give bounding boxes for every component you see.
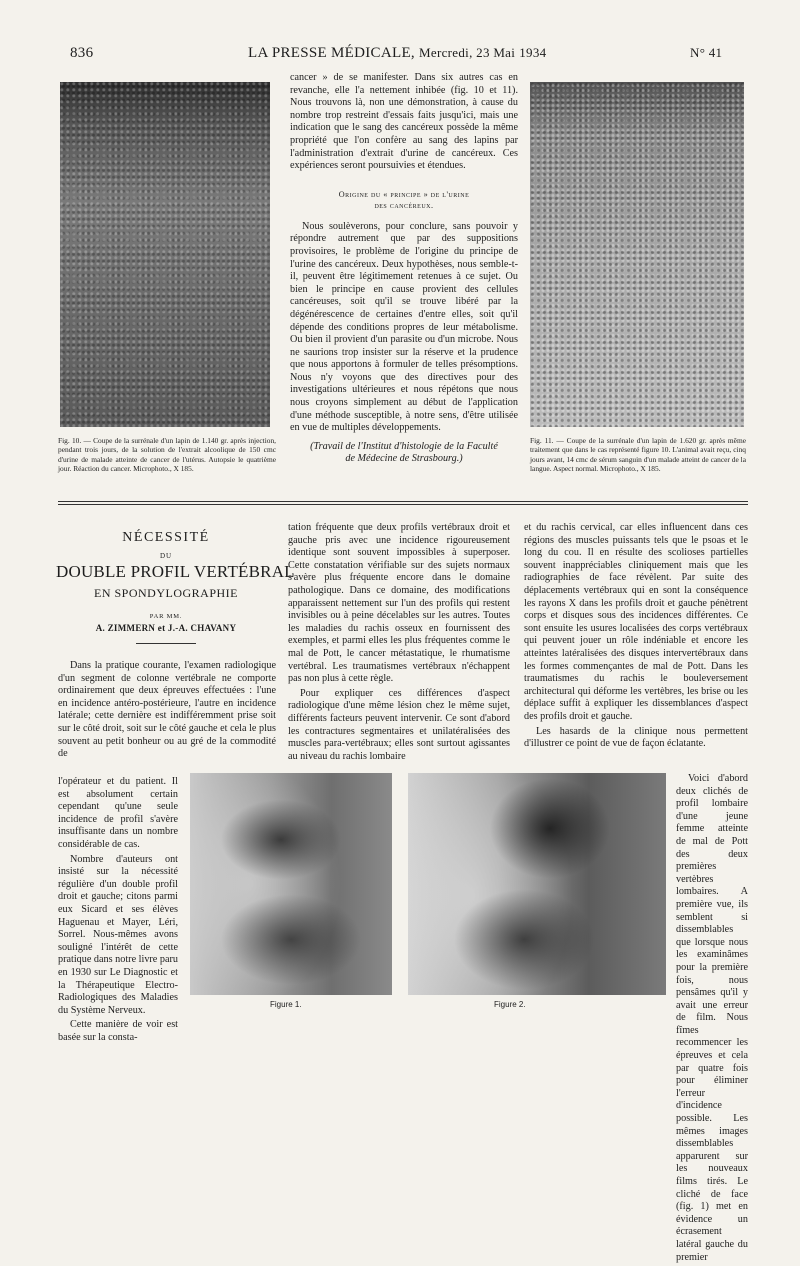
col3-paragraph-3: Voici d'abord deux clichés de profil lombaire d'une jeune femme atteinte de mal de Pott des deux premières vertèbres lombaires. A première vue, ils semblent si dissemblables que lorsque nous les examinâmes pour la première fois, nous pensâmes qu'il y avait une erreur de film. Nous fîmes recommencer les épreuves et cela par quatre fois pour éliminer l'erreur d'incidence possible. Les mêmes images dissemblables apparurent sur les nouveaux films tirés. Le cliché de face (fig. 1) met en évidence un écrasement latéral gauche du premier	[676, 773, 748, 1263]
running-header	[248, 45, 546, 62]
issue-date: Mercredi, 23 Mai	[419, 45, 516, 60]
issue-year: 1934	[519, 45, 547, 60]
title-line-2: DOUBLE PROFIL VERTÉBRAL	[56, 562, 295, 581]
section-heading	[290, 189, 518, 211]
upper-paragraph: Nous soulèverons, pour conclure, sans pouvoir y répondre autrement que par des suppositions provisoires, le problème de l'origine du principe de l'urine des cancéreux. Deux hypothèses, nous semble-t-il, peuvent être légitimement retenues à ce sujet. Ou bien le principe en cause provient des cellules cancéreuses, soit qu'il se trouve libéré par la dégénérescence de certaines d'entre elles, soit qu'il dépende des conditions propres de leur métabolisme. Ou bien il provient d'un parasite ou d'un microbe. Nous ne saurions trop insister sur la réserve et la prudence que nous apportons à formuler de telles présomptions. Nous n'y voyons que des directives pour des investigations ultérieures et nous répétons que nous nous croyons simplement au début de l'application d'une méthode susceptible, à notre sens, d'être utilisée en vue de multiples développements.	[290, 220, 518, 434]
figure-10-micrograph	[60, 82, 270, 427]
section-divider-bottom	[58, 504, 748, 505]
section-heading-line-2: des cancéreux.	[374, 200, 434, 210]
figure-2-xray	[408, 773, 666, 995]
credit-line-2: de Médecine de Strasbourg.)	[345, 453, 463, 465]
col3-paragraph-2: Les hasards de la clinique nous permettent d'illustrer ce point de vue de façon éclatante.	[524, 725, 748, 750]
upper-paragraph: cancer » de se manifester. Dans six autres cas en revanche, elle l'a nettement inhibée (fig. 10 et 11). Nous trouvons là, non une démonstration, à cause du nombre trop restreint d'essais faits jusqu'ici, mais une indication que le sang des cancéreux possède la même propriété que l'on confère au sang des lapins par l'administration d'extrait d'urine de cancéreux. Ces expériences seront poursuivies et étendues.	[290, 72, 518, 172]
article-column-1-narrow	[58, 776, 178, 1046]
journal-title: LA PRESSE MÉDICALE,	[248, 45, 415, 61]
section-divider-top	[58, 501, 748, 502]
col2-paragraph-2: Pour expliquer ces différences d'aspect radiologique d'une même lésion chez le même sujet, différents facteurs peuvent intervenir. Ce sont d'abord les contractures segmentaires et unilatéralisées des muscles para-vertébraux; elles sont surtout agissantes au niveau du rachis lombaire	[288, 687, 510, 762]
credit-line	[290, 441, 518, 466]
article-column-1	[58, 660, 276, 763]
col3-paragraph-1: et du rachis cervical, car elles influencent dans ces régions des muscles puissants tels que le psoas et le long du cou. Il en résulte des scolioses partielles souvent inappréciables cliniquement mais que les radiographies de face révèlent. Par suite des déplacements vertébraux qui en sont la conséquence les rayons X dans les profils droit et gauche pénètrent corps et disques sous des incidences différentes. Ce sont ensuite les usures localisées des corps vertébraux qui peuvent jouer un rôle indéniable et encore les atteintes latéralisées des disques intervertébraux dans les formes commençantes de mal de Pott. Dans les traumatismes du rachis le bouleversement architectural qui déforme les vertèbres, les brise ou les déplace suffit à expliquer les dissemblances d'aspect des profils droit et gauche.	[524, 522, 748, 722]
upper-article-column	[290, 72, 518, 466]
col2-paragraph-1: tation fréquente que deux profils vertébraux droit et gauche pris avec une incidence rigoureusement identique sont souvent impossibles à superposer. Cette constatation vérifiable sur des sujets normaux s'avère plus fréquente encore dans le domaine pathologique. Dans ce domaine, des modifications apparaissent nettement sur l'un des profils qui restent invisibles ou à peine décelables sur les autres. Toutes les maladies du rachis osseux en fournissent des exemples, et parmi elles les plus fréquentes comme le mal de Pott, le cancer métastatique, le rhumatisme vertébral. Les traumatismes vertébraux n'échappent pas non plus à cette règle.	[288, 522, 510, 685]
col1-paragraph-1b: l'opérateur et du patient. Il est absolument certain cependant qu'une seule incidence de profil s'avère insuffisante dans un nombre considérable de cas.	[58, 776, 178, 850]
col1-paragraph-1: Dans la pratique courante, l'examen radiologique d'un segment de colonne vertébrale ne comporte ordinairement que deux épreuves effectuées : l'une en incidence antéro-postérieure, l'autre en incidence latérale; cette dernière est indifféremment prise soit sur le côté droit, soit sur le côté gauche et cela le plus souvent au petit bonheur ou au gré de la commodité de	[58, 660, 276, 760]
section-heading-line-1: Origine du « principe » de l'urine	[338, 189, 470, 199]
title-line-3: EN SPONDYLOGRAPHIE	[93, 586, 238, 600]
figure-1-xray	[190, 773, 392, 995]
title-rule	[136, 643, 196, 644]
article-title-block	[56, 530, 295, 644]
figure-10-caption: Fig. 10. — Coupe de la surrénale d'un lapin de 1.140 gr. après injection, pendant trois jours, de la solution de l'extrait alcoolique de 150 cmc d'urine de malade atteinte de cancer de l'utérus. Autopsie le quatrième jour. Réaction du cancer. Microphoto., X 185.	[58, 436, 276, 474]
article-column-2	[288, 522, 510, 765]
authors: A. ZIMMERN et J.-A. CHAVANY	[95, 623, 237, 633]
issue-number: N° 41	[690, 45, 723, 60]
article-column-3	[524, 522, 748, 753]
title-line-1: NÉCESSITÉ	[122, 530, 210, 545]
figure-11-caption: Fig. 11. — Coupe de la surrénale d'un lapin de 1.620 gr. après même traitement que dans le cas représenté figure 10. L'animal avait reçu, cinq jours avant, 14 cmc de sérum sanguin d'un malade atteint de cancer de la langue. Aspect normal. Microphoto., X 185.	[530, 436, 746, 474]
figure-2-label: Figure 2.	[494, 1000, 526, 1009]
col1-paragraph-3: Cette manière de voir est basée sur la consta-	[58, 1019, 178, 1043]
title-du: DU	[159, 552, 173, 560]
article-column-3-narrow	[676, 773, 748, 1266]
col1-paragraph-2: Nombre d'auteurs ont insisté sur la nécessité régulière d'un double profil droit et gauche; citons parmi eux Sicard et ses élèves Haguenau et Mayer, Léri, Sorrel. Nous-mêmes avons souligné l'intérêt de cette pratique dans notre livre paru en 1930 sur Le Diagnostic et la Thérapeutique Electro-Radiologiques des Maladies du Système Nerveux.	[58, 853, 178, 1016]
byline-par: PAR MM.	[149, 613, 183, 620]
page-number: 836	[70, 45, 94, 61]
figure-11-micrograph	[530, 82, 744, 427]
credit-line-1: (Travail de l'Institut d'histologie de la Faculté	[310, 440, 498, 452]
figure-1-label: Figure 1.	[270, 1000, 302, 1009]
